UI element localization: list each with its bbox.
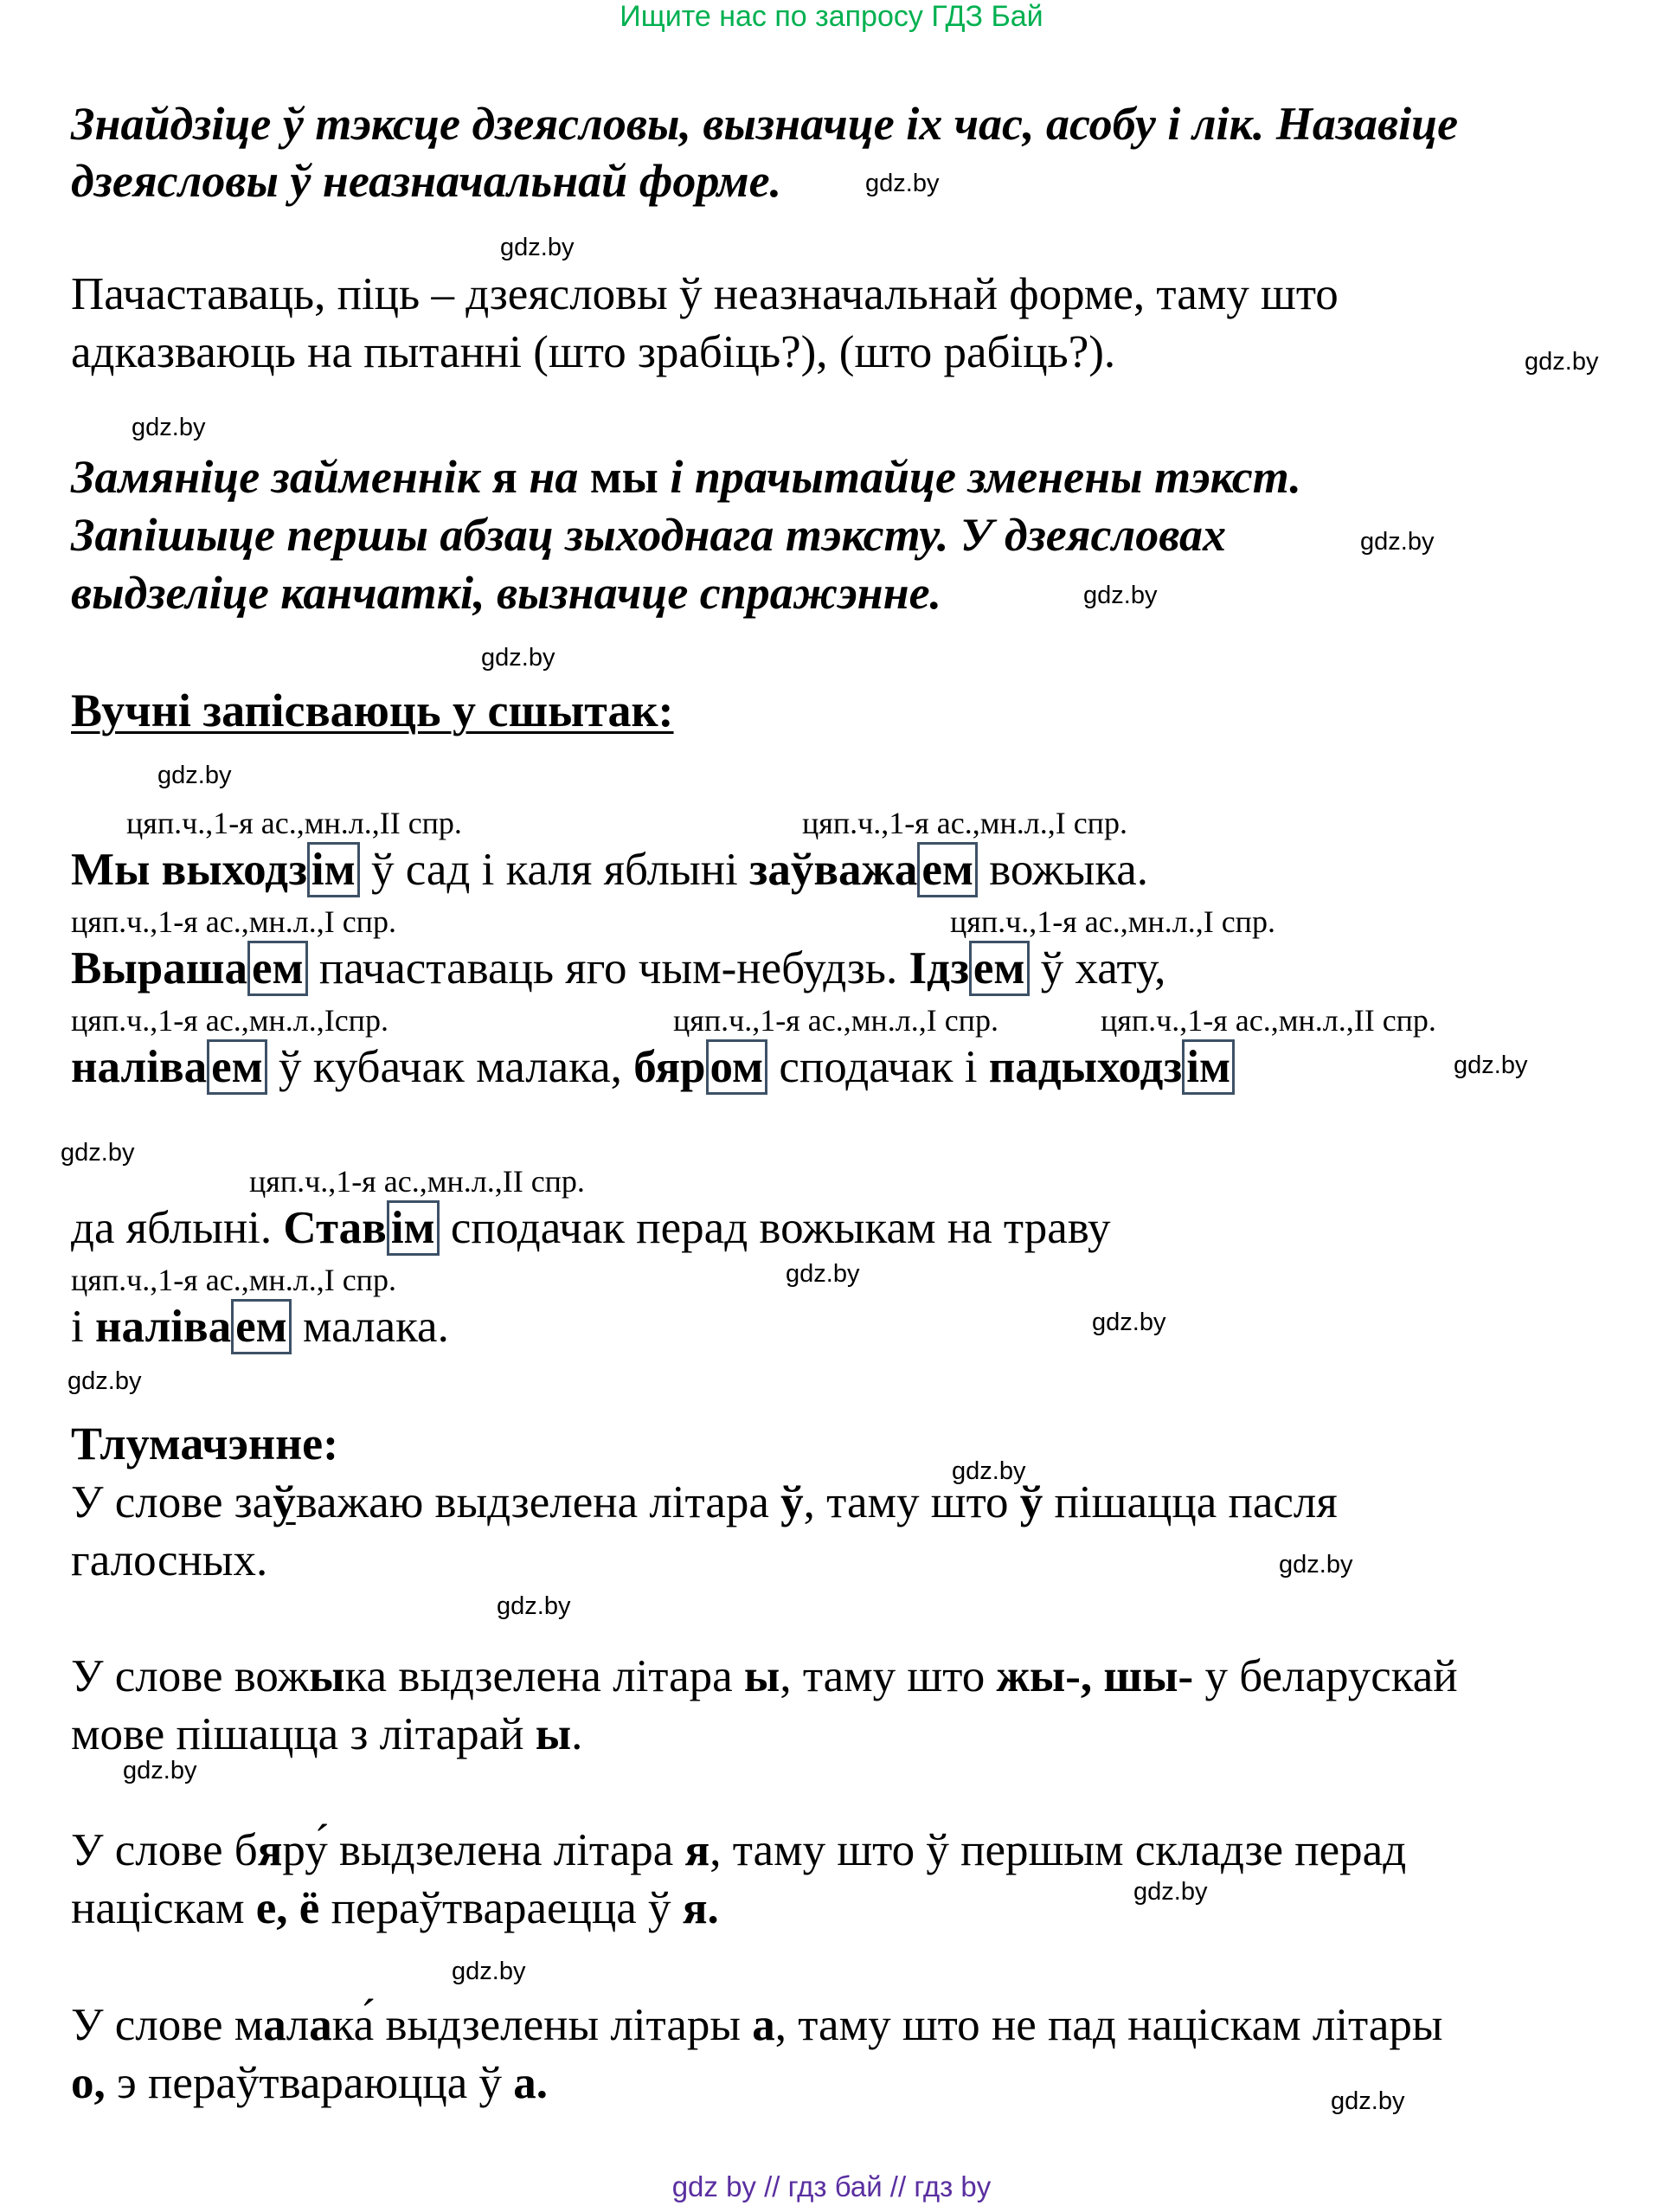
grammar-note: цяп.ч.,1-я ас.,мн.л.,Iспр. <box>71 1003 388 1038</box>
answer1-line1: Пачаставаць, піць – дзеясловы ў неазначальнай форме, таму што <box>71 269 1339 319</box>
sentence-line-2: Вырашаем пачаставаць яго чым-небудзь. Ідзем ў хату, <box>71 942 1165 994</box>
watermark: gdz.by <box>497 1592 571 1620</box>
grammar-note: цяп.ч.,1-я ас.,мн.л.,II спр. <box>1101 1003 1436 1038</box>
task2-line3: выдзеліце канчаткі, вызначце спражэнне. <box>71 567 942 619</box>
footer-links: gdz by // гдз бай // гдз by <box>671 2170 992 2202</box>
watermark: gdz.by <box>786 1260 860 1288</box>
grammar-note: цяп.ч.,1-я ас.,мн.л.,I спр. <box>950 904 1275 939</box>
grammar-note: цяп.ч.,1-я ас.,мн.л.,I спр. <box>71 904 396 939</box>
task2-line2: Запішыце першы абзац зыходнага тэксту. У дзеясловах <box>71 509 1226 561</box>
ending-box: ем <box>917 842 978 897</box>
explanation-1-line1: У слове заўважаю выдзелена літара ў, таму што ў пішацца пасля <box>71 1477 1338 1527</box>
watermark: gdz.by <box>481 644 555 672</box>
watermark: gdz.by <box>952 1457 1026 1485</box>
notebook-heading: Вучні запісваюць у сшытак: <box>71 685 674 736</box>
ending-box: ем <box>231 1299 292 1354</box>
watermark: gdz.by <box>132 414 206 441</box>
task2-line1: Замяніце займеннік я на мы і прачытайце зменены тэкст. <box>71 451 1301 503</box>
watermark: gdz.by <box>67 1367 142 1395</box>
task1-line2: дзеясловы ў неазначальнай форме. <box>71 155 782 207</box>
explanation-2-line2: мове пішацца з літарай ы. <box>71 1709 583 1759</box>
watermark: gdz.by <box>1279 1551 1353 1579</box>
watermark: gdz.by <box>123 1757 197 1784</box>
sentence-line-3: наліваем ў кубачак малака, бяром сподачак і падыходзім <box>71 1041 1235 1093</box>
watermark: gdz.by <box>61 1139 135 1167</box>
ending-box: ем <box>207 1039 267 1095</box>
grammar-note: цяп.ч.,1-я ас.,мн.л.,I спр. <box>71 1263 396 1297</box>
explanation-2-line1: У слове вожыка выдзелена літара ы, таму што жы-, шы- у беларускай <box>71 1651 1458 1701</box>
watermark: gdz.by <box>452 1958 526 1985</box>
sentence-line-5: і наліваем малака. <box>71 1301 449 1353</box>
ending-box: ом <box>706 1039 768 1095</box>
grammar-note: цяп.ч.,1-я ас.,мн.л.,I спр. <box>673 1003 998 1038</box>
ending-box: ем <box>969 941 1030 996</box>
explanation-3-line2: націскам е, ё пераўтвараецца ў я. <box>71 1883 719 1933</box>
watermark: gdz.by <box>1454 1051 1528 1079</box>
top-banner: Ищите нас по запросу ГДЗ Бай <box>620 0 1043 33</box>
answer1-line2: адказваюць на пытанні (што зрабіць?), (што рабіць?). <box>71 327 1116 377</box>
watermark: gdz.by <box>1092 1309 1166 1336</box>
sentence-line-4: да яблыні. Ставім сподачак перад вожыкам на траву <box>71 1202 1110 1254</box>
sentence-line-1: Мы выходзім ў сад і каля яблыні заўважаем вожыка. <box>71 844 1148 896</box>
grammar-note: цяп.ч.,1-я ас.,мн.л.,II спр. <box>249 1164 585 1199</box>
explanation-3-line1: У слове бяру́ выдзелена літара я, таму што ў першым складзе перад <box>71 1825 1407 1875</box>
ending-box: ім <box>387 1200 440 1256</box>
ending-box: ім <box>1182 1039 1235 1095</box>
explanation-1-line2: галосных. <box>71 1535 268 1585</box>
ending-box: ім <box>307 842 360 897</box>
grammar-note: цяп.ч.,1-я ас.,мн.л.,I спр. <box>802 806 1127 840</box>
task1-line1: Знайдзіце ў тэксце дзеясловы, вызначце іх час, асобу і лік. Назавіце <box>71 98 1459 150</box>
watermark: gdz.by <box>1360 528 1435 556</box>
watermark: gdz.by <box>1133 1878 1208 1906</box>
watermark: gdz.by <box>865 170 940 197</box>
ending-box: ем <box>247 941 308 996</box>
explanation-4-line1: У слове малака́ выдзелены літары а, таму што не пад націскам літары <box>71 2000 1443 2050</box>
watermark: gdz.by <box>500 234 575 261</box>
explanation-heading: Тлумачэнне: <box>71 1418 339 1469</box>
watermark: gdz.by <box>157 762 232 789</box>
watermark: gdz.by <box>1083 582 1158 609</box>
grammar-note: цяп.ч.,1-я ас.,мн.л.,II спр. <box>126 806 462 840</box>
explanation-4-line2: о, э пераўтвараюцца ў а. <box>71 2058 549 2108</box>
watermark: gdz.by <box>1525 348 1599 376</box>
watermark: gdz.by <box>1331 2087 1405 2115</box>
